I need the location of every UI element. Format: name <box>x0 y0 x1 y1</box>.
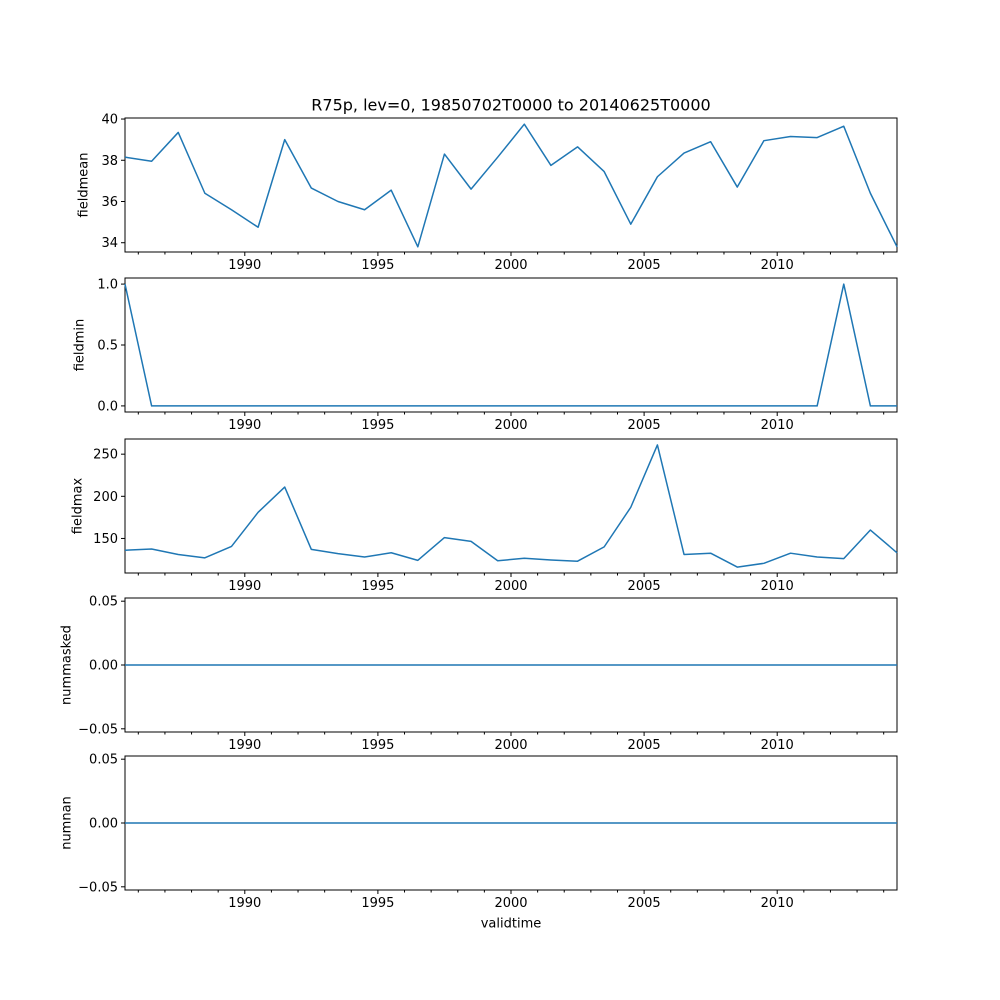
fieldmax-ytick-label: 150 <box>93 531 118 547</box>
subplot-fieldmean <box>101 113 897 273</box>
nummasked-xtick-label: 2010 <box>760 738 794 753</box>
numnan-xtick-label: 1995 <box>361 896 395 911</box>
fieldmin-xtick-label: 2000 <box>494 418 528 433</box>
fieldmin-ytick-label: 0.5 <box>97 338 118 354</box>
fieldmean-xtick-label: 2005 <box>627 258 661 273</box>
numnan-ytick-label: 0.05 <box>89 752 118 768</box>
numnan-xtick-label: 2010 <box>760 896 794 911</box>
fieldmin-ytick-label: 1.0 <box>97 277 118 293</box>
fieldmean-ytick-label: 36 <box>101 194 118 210</box>
fieldmin-axes-frame <box>125 278 897 412</box>
fieldmax-axes-frame <box>125 439 897 573</box>
fieldmean-ytick-label: 38 <box>101 153 118 169</box>
fieldmax-xtick-label: 2010 <box>760 579 794 594</box>
numnan-xtick-label: 1990 <box>228 896 262 911</box>
fieldmax-ytick-label: 250 <box>93 447 118 463</box>
nummasked-xtick-label: 1995 <box>361 738 395 753</box>
fieldmax-ytick-label: 200 <box>93 489 118 505</box>
nummasked-xtick-label: 2000 <box>494 738 528 753</box>
nummasked-ytick-label: −0.05 <box>78 722 118 738</box>
fieldmean-xtick-label: 2010 <box>760 258 794 273</box>
fieldmin-line <box>125 284 897 406</box>
fieldmean-xtick-label: 1995 <box>361 258 395 273</box>
nummasked-xtick-label: 1990 <box>228 738 262 753</box>
fieldmean-line <box>125 124 897 247</box>
fieldmean-ytick-label: 40 <box>101 112 118 128</box>
subplot-fieldmax <box>93 439 897 594</box>
ylabel-fieldmax: fieldmax <box>70 477 86 535</box>
ylabel-nummasked: nummasked <box>59 625 75 705</box>
ylabel-fieldmin: fieldmin <box>72 318 88 372</box>
chart-title: R75p, lev=0, 19850702T0000 to 20140625T0000 <box>311 95 711 115</box>
fieldmax-xtick-label: 2000 <box>494 579 528 594</box>
fieldmean-ytick-label: 34 <box>101 236 118 252</box>
fieldmax-xtick-label: 1990 <box>228 579 262 594</box>
ylabel-numnan: numnan <box>59 796 75 850</box>
numnan-ytick-label: 0.00 <box>89 816 118 832</box>
subplot-fieldmin <box>97 278 897 433</box>
fieldmax-xtick-label: 1995 <box>361 579 395 594</box>
fieldmax-xtick-label: 2005 <box>627 579 661 594</box>
fieldmin-xtick-label: 1990 <box>228 418 262 433</box>
subplot-nummasked <box>78 595 897 753</box>
ylabel-fieldmean: fieldmean <box>76 152 92 218</box>
nummasked-ytick-label: 0.05 <box>89 594 118 610</box>
numnan-xtick-label: 2000 <box>494 896 528 911</box>
numnan-xtick-label: 2005 <box>627 896 661 911</box>
subplot-numnan <box>78 753 897 911</box>
fieldmax-line <box>125 445 897 567</box>
fieldmean-xtick-label: 1990 <box>228 258 262 273</box>
fieldmin-xtick-label: 2005 <box>627 418 661 433</box>
nummasked-xtick-label: 2005 <box>627 738 661 753</box>
fieldmean-xtick-label: 2000 <box>494 258 528 273</box>
fieldmin-xtick-label: 2010 <box>760 418 794 433</box>
fieldmin-ytick-label: 0.0 <box>97 399 118 415</box>
fieldmin-xtick-label: 1995 <box>361 418 395 433</box>
numnan-ytick-label: −0.05 <box>78 880 118 896</box>
nummasked-ytick-label: 0.00 <box>89 658 118 674</box>
x-axis-label: validtime <box>480 916 542 932</box>
